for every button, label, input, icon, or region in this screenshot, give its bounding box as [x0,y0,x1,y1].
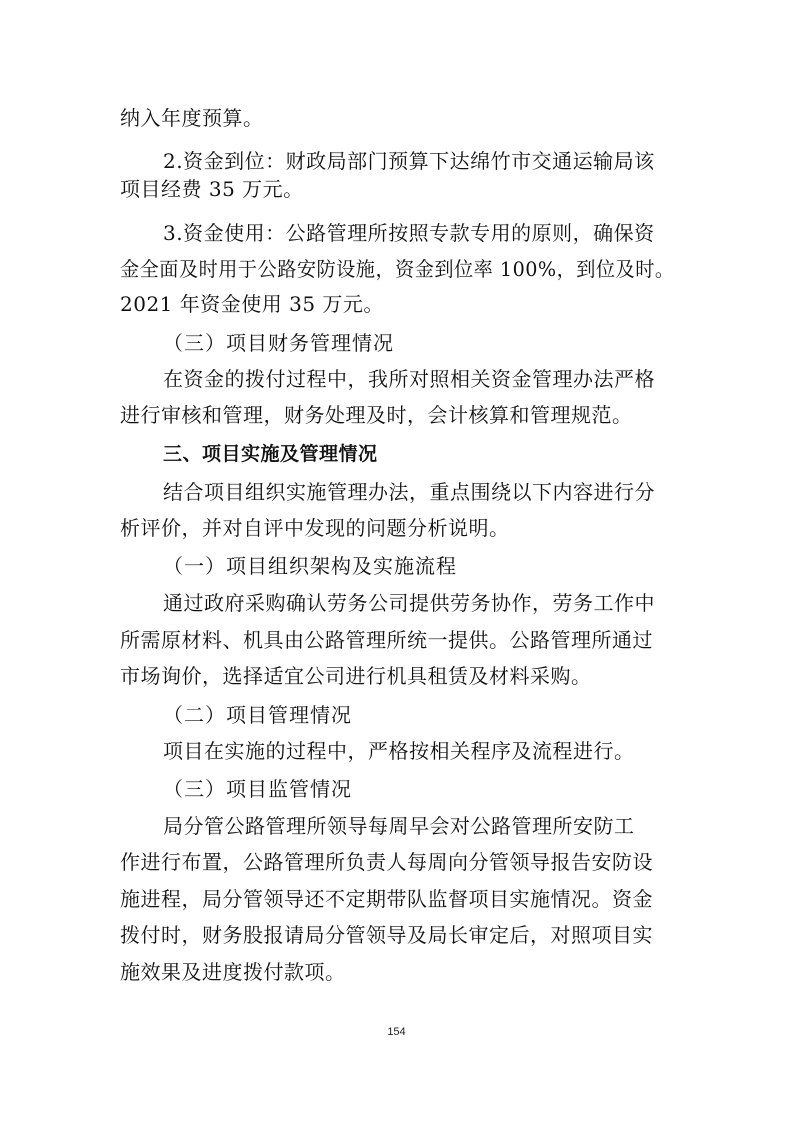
section-heading: （三）项目财务管理情况 [163,331,394,355]
chapter-heading: 三、项目实施及管理情况 [163,443,378,465]
body-text-line: 2.资金到位：财政局部门预算下达绵竹市交通运输局该 [163,149,655,173]
body-text-line: 项目在实施的过程中，严格按相关程序及流程进行。 [163,739,635,763]
body-text-line: 拨付时，财务股报请局分管领导及局长审定后，对照项目实 [120,923,653,947]
section-heading: （二）项目管理情况 [163,703,352,727]
body-text-line: 金全面及时用于公路安防设施，资金到位率 100%，到位及时。 [120,257,675,281]
body-text-line: 析评价，并对自评中发现的问题分析说明。 [120,516,510,540]
body-text-line: 2021 年资金使用 35 万元。 [120,292,384,316]
body-text-line: 施进程，局分管领导还不定期带队监督项目实施情况。资金 [120,887,653,911]
body-text-line: 局分管公路管理所领导每周早会对公路管理所安防工 [163,814,635,838]
body-text-line: 所需原材料、机具由公路管理所统一提供。公路管理所通过 [120,628,653,652]
section-heading: （一）项目组织架构及实施流程 [163,554,457,578]
body-text-line: 在资金的拨付过程中，我所对照相关资金管理办法严格 [163,367,655,391]
body-text-line: 3.资金使用：公路管理所按照专款专用的原则，确保资 [163,221,655,245]
body-text-line: 进行审核和管理，财务处理及时，会计核算和管理规范。 [120,403,633,427]
body-text-line: 通过政府采购确认劳务公司提供劳务协作，劳务工作中 [163,591,655,615]
page-number: 154 [387,1026,406,1038]
section-heading: （三）项目监管情况 [163,777,352,801]
body-text-line: 市场询价，选择适宜公司进行机具租赁及材料采购。 [120,664,592,688]
body-text-line: 项目经费 35 万元。 [120,177,304,201]
body-text-line: 纳入年度预算。 [120,106,264,130]
body-text-line: 作进行布置，公路管理所负责人每周向分管领导报告安防设 [120,850,653,874]
body-text-line: 施效果及进度拨付款项。 [120,960,346,984]
body-text-line: 结合项目组织实施管理办法，重点围绕以下内容进行分 [163,480,655,504]
